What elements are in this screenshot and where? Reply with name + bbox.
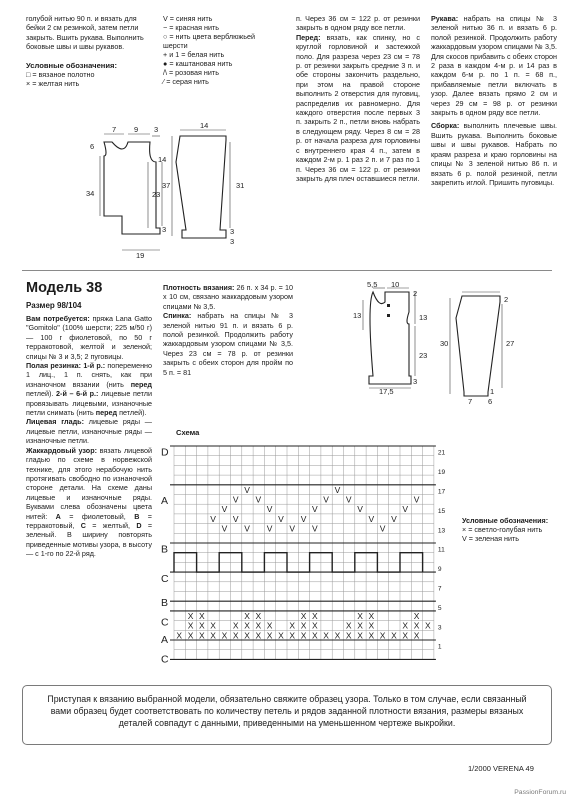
top-sleeve-label-0: 14 <box>200 122 209 130</box>
v-mark: V <box>244 484 250 495</box>
x-mark: X <box>255 610 262 621</box>
top-sleeve-label-3: 3 <box>230 227 235 236</box>
legend2-item-1: − = красная нить <box>163 23 219 32</box>
scheme-letter-b: B <box>161 543 169 556</box>
rib-text-3: лицевые петли провязывать лицевыми, изнаночные петли снимать (нить <box>26 389 152 418</box>
rib-text-1: попеременно 1 лиц., 1 п. снять, как при изнаночном вязании (нить <box>26 361 153 389</box>
x-mark: X <box>312 630 318 641</box>
legend1-item-0: □ = вязаное полотно <box>26 70 95 80</box>
model38-sleeve-outline <box>456 296 500 396</box>
x-mark: X <box>312 620 318 631</box>
scheme-letter-a: A <box>161 495 169 508</box>
v-mark: V <box>368 513 375 524</box>
v-mark: V <box>266 504 273 515</box>
x-mark: X <box>255 630 262 641</box>
model-title: Модель 38 <box>26 280 103 296</box>
jacquard-text-5: = зеленый. В ширину повторять приведенные мотивы узора, в высоту — с 1-го по 22-й ряд. <box>26 520 153 559</box>
top-body-label-2: 3 <box>154 125 159 134</box>
stockinette-text: лицевые ряды — лицевые петли, изнаночные ряды — изнаночные петли. <box>26 417 152 446</box>
top-body-label-5: 34 <box>86 189 95 198</box>
x-mark: X <box>368 620 375 631</box>
jacquard-scheme-chart <box>160 438 455 670</box>
x-mark: X <box>289 630 296 641</box>
jacquard-text-2: = фиолетовый, <box>60 511 135 521</box>
scheme-title: Схема <box>176 428 200 437</box>
v-mark: V <box>221 523 228 534</box>
scheme-letter-b: B <box>161 597 169 610</box>
legend2-item-6: ⁄ = серая нить <box>163 77 209 86</box>
v-mark: V <box>232 513 239 524</box>
top-sleeve-label-2: 31 <box>236 181 245 190</box>
rib-row2-heading: 2-й – 6-й р.: <box>56 389 99 399</box>
top-legend-column <box>163 14 281 86</box>
v-mark: V <box>255 494 262 505</box>
rib-strong-2: перед <box>95 408 118 418</box>
model38-button-2 <box>387 314 390 317</box>
rib-text-2: петлей). <box>26 389 57 399</box>
x-mark: X <box>289 620 296 631</box>
m38-sleeve-label-2: 27 <box>506 339 515 348</box>
row-number: 21 <box>437 449 446 457</box>
model38-sleeve-diagram <box>440 288 550 413</box>
legend2-item-3: + и 1 = белая нить <box>163 50 225 59</box>
assembly-text: выполнить плечевые швы. Вшить рукава. Выполнить боковые швы и швы рукавов. Набрать по краям разреза и краю горловины на спицы № 3 зеленой нитью 86 п. и вязать 6 р. полой резинкой, петли закрепить иглой. Пришить пуговицы. <box>431 121 557 187</box>
top-sleeve-label-4: 3 <box>230 237 235 246</box>
scheme-legend <box>462 516 554 543</box>
x-mark: X <box>413 620 420 631</box>
legend2-item-0: V = синяя нить <box>163 14 213 23</box>
top-sleeve-label-1: 37 <box>162 181 171 190</box>
v-mark: V <box>221 504 228 515</box>
stockinette-heading: Лицевая гладь: <box>26 417 84 427</box>
section-divider <box>22 270 552 271</box>
m38-sleeve-label-1: 30 <box>440 339 449 348</box>
x-mark: X <box>402 630 409 641</box>
x-mark: X <box>368 630 375 641</box>
v-mark: V <box>312 504 318 515</box>
front-heading: Перед: <box>296 32 321 42</box>
top-text-column-1 <box>26 14 146 89</box>
x-mark: X <box>232 620 239 631</box>
v-mark: V <box>244 523 250 534</box>
jacquard-text-1: вязать лицевой гладью по схеме в норвежской технике, для этого нерабочую нить протягивать свободно по изнаночной стороне детали. На схеме даны лицевые и изнаночные ряды. Буквами слева обозначены цвета нитей: <box>26 445 152 521</box>
x-mark: X <box>199 630 205 641</box>
row-number: 19 <box>437 469 446 477</box>
materials-heading: Вам потребуется: <box>26 314 90 323</box>
model38-body-diagram <box>343 280 443 395</box>
x-mark: X <box>357 610 363 621</box>
x-mark: X <box>221 630 228 641</box>
x-mark: X <box>244 610 250 621</box>
x-mark: X <box>312 610 318 621</box>
row-number: 1 <box>437 643 442 651</box>
m38-sleeve-label-5: 1 <box>490 387 495 396</box>
scheme-letter-a: A <box>161 633 169 646</box>
scheme-legend-item-0: × = светло-голубая нить <box>462 525 543 534</box>
v-mark: V <box>278 513 284 524</box>
top-body-label-8: 19 <box>136 251 145 260</box>
x-mark: X <box>323 630 329 641</box>
x-mark: X <box>278 630 284 641</box>
m38-body-label-7: 13 <box>353 311 362 320</box>
materials-text: пряжа Lana Gatto "Gomitolo" (100% шерсти; 225 м/50 г) — 100 г фиолетовой, по 50 г терракотовой, желтой и зеленой; спицы № 3 и 3,5; 2 пуговицы. <box>26 314 152 361</box>
model-text-column-2 <box>163 283 293 377</box>
gauge-notice-text: Приступая к вязанию выбранной модели, обязательно свяжите образец узора. Только в том случае, если связанный вами образец будет соответствовать по количеству петель и рядов заданной плотности вязания, размеры вязаных деталей совпадут с данными, приведенными на уменьшенном чертеже выкройки. <box>47 694 527 729</box>
v-mark: V <box>413 494 420 505</box>
model-size: Размер 98/104 <box>26 301 82 310</box>
v-mark: V <box>300 513 307 524</box>
row-number: 7 <box>437 585 442 593</box>
x-mark: X <box>199 610 205 621</box>
scheme-letter-c: C <box>161 616 169 629</box>
top-text-column-3 <box>296 14 420 183</box>
jacquard-text-3: = терракотовый, <box>26 511 152 530</box>
x-mark: X <box>391 630 397 641</box>
v-mark: V <box>391 513 397 524</box>
x-mark: X <box>379 630 386 641</box>
rib-heading: Полая резинка: <box>26 361 82 371</box>
x-mark: X <box>210 620 216 631</box>
scheme-letter-c: C <box>161 653 169 666</box>
scheme-letter-c: C <box>161 572 169 585</box>
legend1-list <box>26 70 146 89</box>
x-mark: X <box>176 630 183 641</box>
m38-body-label-4: 23 <box>419 351 428 360</box>
x-mark: X <box>368 610 375 621</box>
row-number: 15 <box>437 507 446 515</box>
front-text: вязать, как спинку, но с круглой горловиной и застежкой поло. Для разреза через 23 см = 78 р. от резинки закрыть средние 3 п. и обе стороны закончить раздельно, при этом на правой стороне выполнить 2 отверстия для пуговиц, распределив их равномерно. Для каждого отверстия после первых 3 п. закрыть 2 п., петли вновь набрать в следующем ряду. Через 8 см = 28 р. от начала разреза для горловины с внутреннего края 4 п., затем в каждом 2-м р. 1 раз 2 п. и 7 раз по 1 п. Через 36 см = 122 р. от резинки закрыть для плеч оставшиеся петли. <box>296 32 420 183</box>
density-heading: Плотность вязания: <box>163 283 235 292</box>
top-sleeve-outline <box>176 136 226 238</box>
x-mark: X <box>357 630 363 641</box>
x-mark: X <box>345 630 352 641</box>
x-mark: X <box>300 630 307 641</box>
v-mark: V <box>357 504 363 515</box>
x-mark: X <box>425 620 431 631</box>
density-text: 26 п. х 34 р. = 10 х 10 см, связано жаккардовым узором спицами № 3,5. <box>163 283 294 311</box>
top-sleeve-pattern-diagram <box>160 122 270 252</box>
top-body-label-1: 9 <box>134 125 139 134</box>
m38-body-label-5: 3 <box>413 377 418 386</box>
v-mark: V <box>312 523 318 534</box>
x-mark: X <box>413 610 420 621</box>
x-mark: X <box>334 630 341 641</box>
x-mark: X <box>357 620 363 631</box>
x-mark: X <box>413 630 420 641</box>
x-mark: X <box>244 620 250 631</box>
model-text-column-1 <box>26 314 152 559</box>
legend1-title: Условные обозначения: <box>26 60 118 70</box>
x-mark: X <box>266 630 273 641</box>
x-mark: X <box>187 610 194 621</box>
x-mark: X <box>300 620 307 631</box>
scheme-letter-d: D <box>161 446 169 459</box>
x-mark: X <box>244 630 250 641</box>
m38-body-label-3: 13 <box>419 313 428 322</box>
m38-sleeve-label-4: 6 <box>488 397 493 406</box>
x-mark: X <box>210 630 216 641</box>
m38-sleeve-label-0: 2 <box>504 295 509 304</box>
back-heading: Спинка: <box>163 311 192 321</box>
watermark: PassionForum.ru <box>514 789 566 796</box>
x-mark: X <box>402 620 409 631</box>
legend2-item-5: /\ = розовая нить <box>163 68 219 77</box>
top-body-label-4: 14 <box>158 155 167 164</box>
legend2-item-4: ● = каштановая нить <box>163 59 233 68</box>
jacquard-text-4: = желтый, <box>85 520 137 530</box>
jacquard-color-c: C <box>80 520 86 530</box>
top-body-label-7: 3 <box>162 225 167 234</box>
v-mark: V <box>210 513 216 524</box>
top-body-label-3: 6 <box>90 142 95 151</box>
v-mark: V <box>334 484 341 495</box>
rib-row1-heading: 1-й р.: <box>83 361 106 371</box>
v-mark: V <box>323 494 329 505</box>
legend2-item-2: ○ = нить цвета верблюжьей шерсти <box>163 32 255 50</box>
x-mark: X <box>300 610 307 621</box>
top-body-label-0: 7 <box>112 125 117 134</box>
sleeves-heading: Рукава: <box>431 14 459 23</box>
jacquard-color-b: B <box>134 511 140 521</box>
v-mark: V <box>232 494 239 505</box>
x-mark: X <box>232 630 239 641</box>
scheme-legend-title: Условные обозначения: <box>462 516 549 525</box>
top-body-outline <box>104 142 160 234</box>
back-text: набрать на спицы № 3 зеленой нитью 91 п. и вязать 6 р. полой резинкой. Продолжить работу жаккардовым узором спицами № 3,5. Через 23 см = 78 р. от резинки закрыть с обеих сторон для пройм по 5 п. = 81 <box>163 311 293 377</box>
row-number: 9 <box>437 566 442 574</box>
row-number: 13 <box>437 527 446 535</box>
gauge-notice-box <box>22 685 552 745</box>
v-mark: V <box>289 523 296 534</box>
x-mark: X <box>345 620 352 631</box>
m38-body-label-6: 17,5 <box>379 387 394 395</box>
x-mark: X <box>199 620 205 631</box>
top-body-label-6: 23 <box>152 190 161 199</box>
row-number: 11 <box>437 546 445 554</box>
jacquard-color-d: D <box>136 520 142 530</box>
v-mark: V <box>379 523 386 534</box>
sleeves-text: набрать на спицы № 3 зеленой нитью 36 п. и вязать 6 р. полой резинкой. Продолжить работу жаккардовым узором спицами № 3,5. Для скосов прибавить с обеих сторон 2 раза в каждом 4-м р. и 14 раз в каждом 6-м р. по 1 п. = 68 п., прибавляемые петли включать в узор. Далее вязать прямо 2 см и через 29 см = 98 р. от резинки закрыть в одном ряду все петли. <box>431 14 557 118</box>
v-mark: V <box>402 504 409 515</box>
page-footer: 1/2000 VERENA 49 <box>468 764 534 773</box>
v-mark: V <box>266 523 273 534</box>
x-mark: X <box>255 620 262 631</box>
x-mark: X <box>187 630 194 641</box>
x-mark: X <box>266 620 273 631</box>
v-mark: V <box>345 494 352 505</box>
m38-body-label-0: 5,5 <box>367 280 378 289</box>
col3-text-start: п. Через 36 см = 122 р. от резинки закрыть в одном ряду все петли. <box>296 14 420 33</box>
row-number: 17 <box>437 488 446 496</box>
scheme-legend-item-1: V = зеленая нить <box>462 534 520 543</box>
rib-strong-1: перед <box>130 379 152 389</box>
assembly-heading: Сборка: <box>431 121 460 131</box>
m38-sleeve-label-3: 7 <box>468 397 473 406</box>
legend2-list <box>163 14 281 86</box>
row-number: 3 <box>437 624 442 632</box>
top-col1-text: голубой нитью 90 п. и вязать для бейки 2 см резинкой, затем петли закрыть. Вшить рукава. Выполнить боковые швы и швы рукавов. <box>26 14 144 52</box>
legend1-item-1: × = желтая нить <box>26 79 80 89</box>
jacquard-heading: Жаккардовый узор: <box>26 445 97 455</box>
top-body-pattern-diagram <box>72 122 172 262</box>
m38-body-label-1: 10 <box>391 280 400 289</box>
scheme-row-numbers <box>438 450 446 651</box>
top-text-column-4 <box>431 14 557 187</box>
model38-button-1 <box>387 304 390 307</box>
rib-text-4: петлей). <box>117 408 147 418</box>
m38-body-label-2: 2 <box>413 289 418 298</box>
row-number: 5 <box>437 604 442 612</box>
scheme-left-letters <box>161 447 169 666</box>
jacquard-color-a: A <box>55 511 61 521</box>
x-mark: X <box>187 620 194 631</box>
